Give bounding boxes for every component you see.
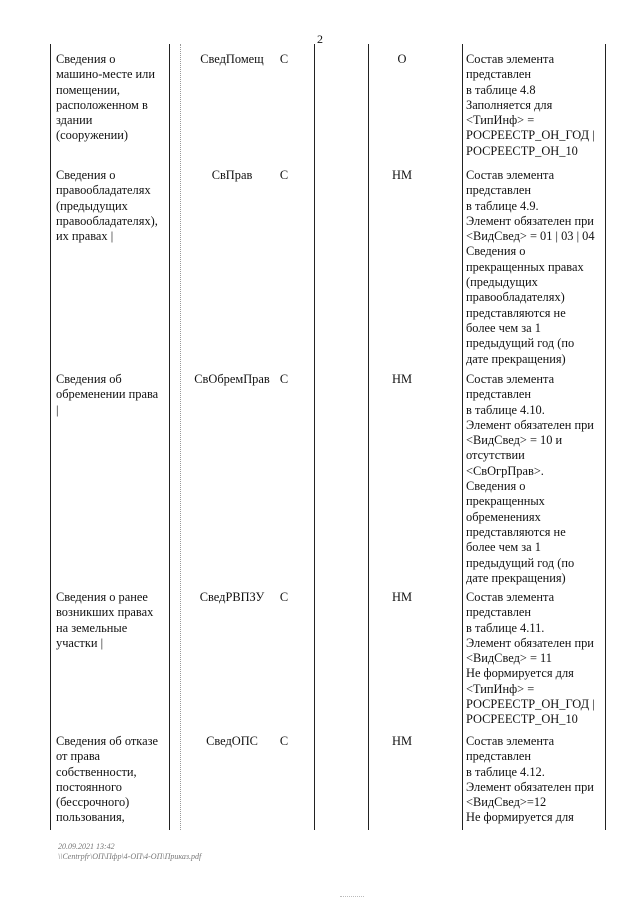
element-requirement: НМ (392, 168, 412, 182)
element-description: Состав элемента представлен в таблице 4.8 Заполняется для <ТипИнф> = РОСРЕЕСТР_ОН_ГОД | РОСРЕЕСТР_ОН_10 (466, 52, 595, 158)
element-requirement: НМ (392, 590, 412, 604)
element-code: СведОПС (206, 734, 258, 748)
element-description: Состав элемента представлен в таблице 4.9. Элемент обязателен при <ВидСвед> = 01 | 03 | 04 Сведения о прекращенных правах (предыдущих правообладателях) представляются не более чем за 1 предыдущий год (по дате прекращения) (466, 168, 595, 366)
element-type: С (279, 52, 289, 66)
element-requirement: НМ (392, 734, 412, 748)
scan-mark (340, 896, 364, 897)
element-name: Сведения об обременении права | (56, 372, 159, 417)
print-footer (58, 842, 201, 862)
column-divider (462, 44, 463, 830)
element-code: СведПомещ (200, 52, 264, 66)
element-name: Сведения о правообладателях (предыдущих правообладателях), их правах | (56, 168, 158, 244)
column-divider (314, 44, 315, 830)
element-description: Состав элемента представлен в таблице 4.11. Элемент обязателен при <ВидСвед> = 11 Не формируется для <ТипИнф> = РОСРЕЕСТР_ОН_ГОД | РОСРЕЕСТР_ОН_10 (466, 590, 595, 727)
element-description: Состав элемента представлен в таблице 4.12. Элемент обязателен при <ВидСвед>=12 Не формируется для (466, 734, 594, 825)
element-requirement: НМ (392, 372, 412, 386)
column-divider (368, 44, 369, 830)
data-table (50, 44, 606, 830)
element-requirement: О (397, 52, 407, 66)
element-type: С (279, 734, 289, 748)
element-name: Сведения об отказе от права собственности, постоянного (бессрочного) пользования, (56, 734, 159, 825)
table-border-left (50, 44, 51, 830)
print-file-path: \\Centrpfr\ОП\Пфр\4-ОП\4-ОП\Приказ.pdf (58, 852, 202, 861)
column-divider (169, 44, 170, 830)
element-code: СведРВПЗУ (199, 590, 265, 604)
element-type: С (279, 372, 289, 386)
element-name: Сведения о ранее возникших правах на земельные участки | (56, 590, 154, 650)
element-description: Состав элемента представлен в таблице 4.10. Элемент обязателен при <ВидСвед> = 10 и отсутствии <СвОгрПрав>. Сведения о прекращенных обременениях представляются не более чем за 1 предыдущий год (по дате прекращения) (466, 372, 594, 585)
print-timestamp: 20.09.2021 13:42 (58, 842, 115, 851)
column-divider-dotted (180, 44, 181, 830)
element-code: СвОбремПрав (194, 372, 270, 386)
element-code: СвПрав (211, 168, 253, 182)
element-type: С (279, 590, 289, 604)
element-name: Сведения о машино-месте или помещении, расположенном в здании (сооружении) (56, 52, 155, 143)
page-number: 2 (317, 32, 323, 46)
element-type: С (279, 168, 289, 182)
